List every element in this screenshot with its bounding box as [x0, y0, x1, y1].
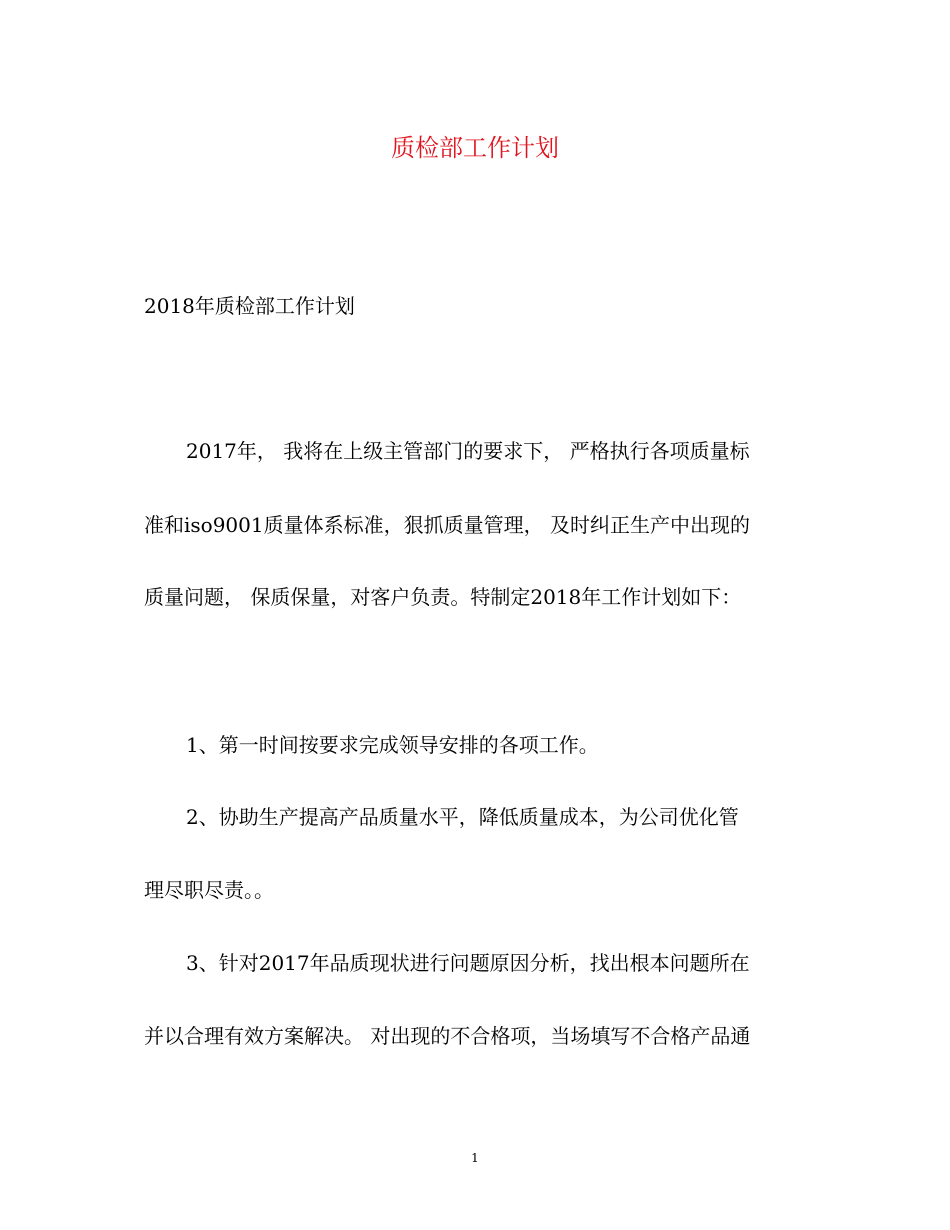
document-title: 质检部工作计划 — [391, 134, 559, 162]
item-3-line-2: 并以合理有效方案解决。 对出现的不合格项，当场填写不合格产品通 — [144, 1024, 751, 1048]
item-3-line-1: 3、针对2017年品质现状进行问题原因分析，找出根本问题所在 — [186, 951, 750, 975]
item-2-line-2: 理尽职尽责。。 — [144, 878, 274, 902]
page-number: 1 — [471, 1151, 479, 1165]
document-subtitle: 2018年质检部工作计划 — [144, 294, 355, 318]
item-1-line-1: 1、第一时间按要求完成领导安排的各项工作。 — [186, 733, 599, 757]
item-2-line-1: 2、协助生产提高产品质量水平，降低质量成本，为公司优化管 — [186, 805, 739, 829]
intro-line-2: 准和iso9001质量体系标准，狠抓质量管理， 及时纠正生产中出现的 — [144, 513, 750, 537]
intro-line-1: 2017年， 我将在上级主管部门的要求下， 严格执行各项质量标 — [186, 439, 750, 463]
intro-line-3: 质量问题， 保质保量，对客户负责。特制定2018年工作计划如下： — [144, 585, 742, 609]
